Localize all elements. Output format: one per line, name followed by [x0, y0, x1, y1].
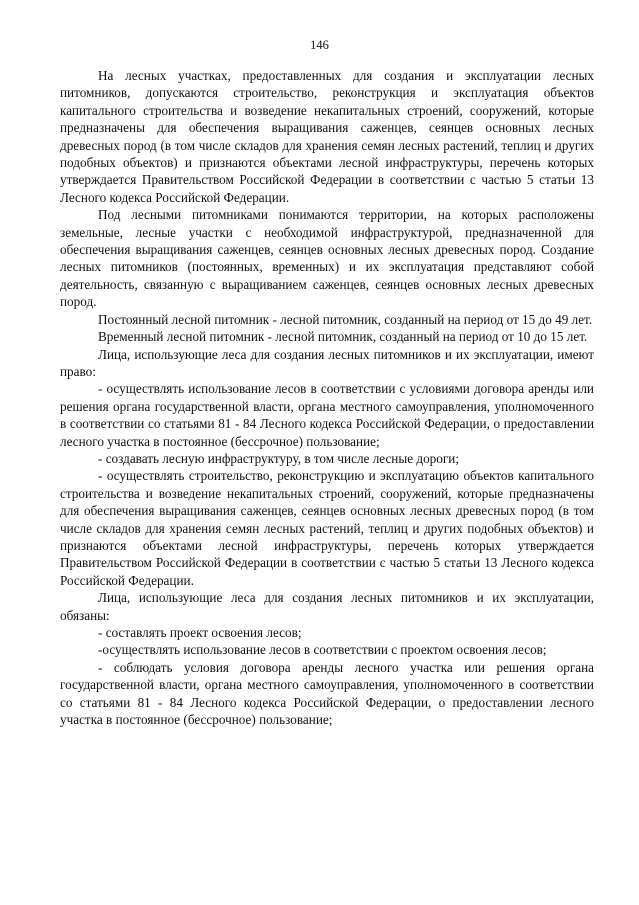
paragraph: - осуществлять использование лесов в соответствии с условиями договора аренды или решения органа государственной власти, органа местного самоуправления, уполномоченного в соответствии со статьями 81 - 84 Лесного кодекса Российской Федерации, о предоставлении лесного участка в постоянное (бессрочное) пользование; — [60, 381, 594, 449]
paragraph: На лесных участках, предоставленных для создания и эксплуатации лесных питомников, допускаются строительство, реконструкция и эксплуатация объектов капитального строительства и возведение некапитальных строений, сооружений, которые предназначены для обеспечения выращивания саженцев, сеянцев основных лесных древесных пород (в том числе складов для хранения семян лесных растений, теплиц и других подобных объектов) и признаются объектами лесной инфраструктуры, перечень которых утверждается Правительством Российской Федерации в соответствии с частью 5 статьи 13 Лесного кодекса Российской Федерации. — [60, 68, 594, 205]
paragraph: - осуществлять строительство, реконструкцию и эксплуатацию объектов капитального строительства и возведение некапитальных строений, сооружений, которые предназначены для обеспечения выращивания саженцев, сеянцев основных лесных древесных пород (в том числе складов для хранения семян лесных растений, теплиц и других подобных объектов) и признаются объектами лесной инфраструктуры, перечень которых утверждается Правительством Российской Федерации в соответствии с частью 5 статьи 13 Лесного кодекса Российской Федерации. — [60, 468, 594, 588]
paragraph: - составлять проект освоения лесов; — [98, 625, 302, 640]
paragraph: Под лесными питомниками понимаются территории, на которых расположены земельные, лесные участки с необходимой инфраструктурой, предназначенной для обеспечения выращивания саженцев, сеянцев основных лесных древесных пород. Создание лесных питомников (постоянных, временных) и их эксплуатация представляют собой деятельность, связанную с выращиванием саженцев, сеянцев основных лесных древесных пород. — [60, 207, 594, 310]
page-number: 146 — [310, 38, 329, 52]
document-body — [60, 67, 594, 728]
paragraph: - соблюдать условия договора аренды лесного участка или решения органа государственной власти, органа местного самоуправления, уполномоченного в соответствии со статьями 81 - 84 Лесного кодекса Российской Федерации, о предоставлении лесного участка в постоянное (бессрочное) пользование; — [60, 659, 594, 728]
paragraph: - создавать лесную инфраструктуру, в том числе лесные дороги; — [98, 450, 459, 466]
paragraph: Постоянный лесной питомник - лесной питомник, созданный на период от 15 до 49 лет. — [98, 311, 593, 327]
paragraph: -осуществлять использование лесов в соответствии с проектом освоения лесов; — [98, 642, 547, 658]
paragraph: Лица, использующие леса для создания лесных питомников и их эксплуатации, обязаны: — [60, 590, 594, 623]
paragraph: Временный лесной питомник - лесной питомник, созданный на период от 10 до 15 лет. — [98, 329, 588, 345]
paragraph: Лица, использующие леса для создания лесных питомников и их эксплуатации, имеют право: — [60, 346, 594, 379]
